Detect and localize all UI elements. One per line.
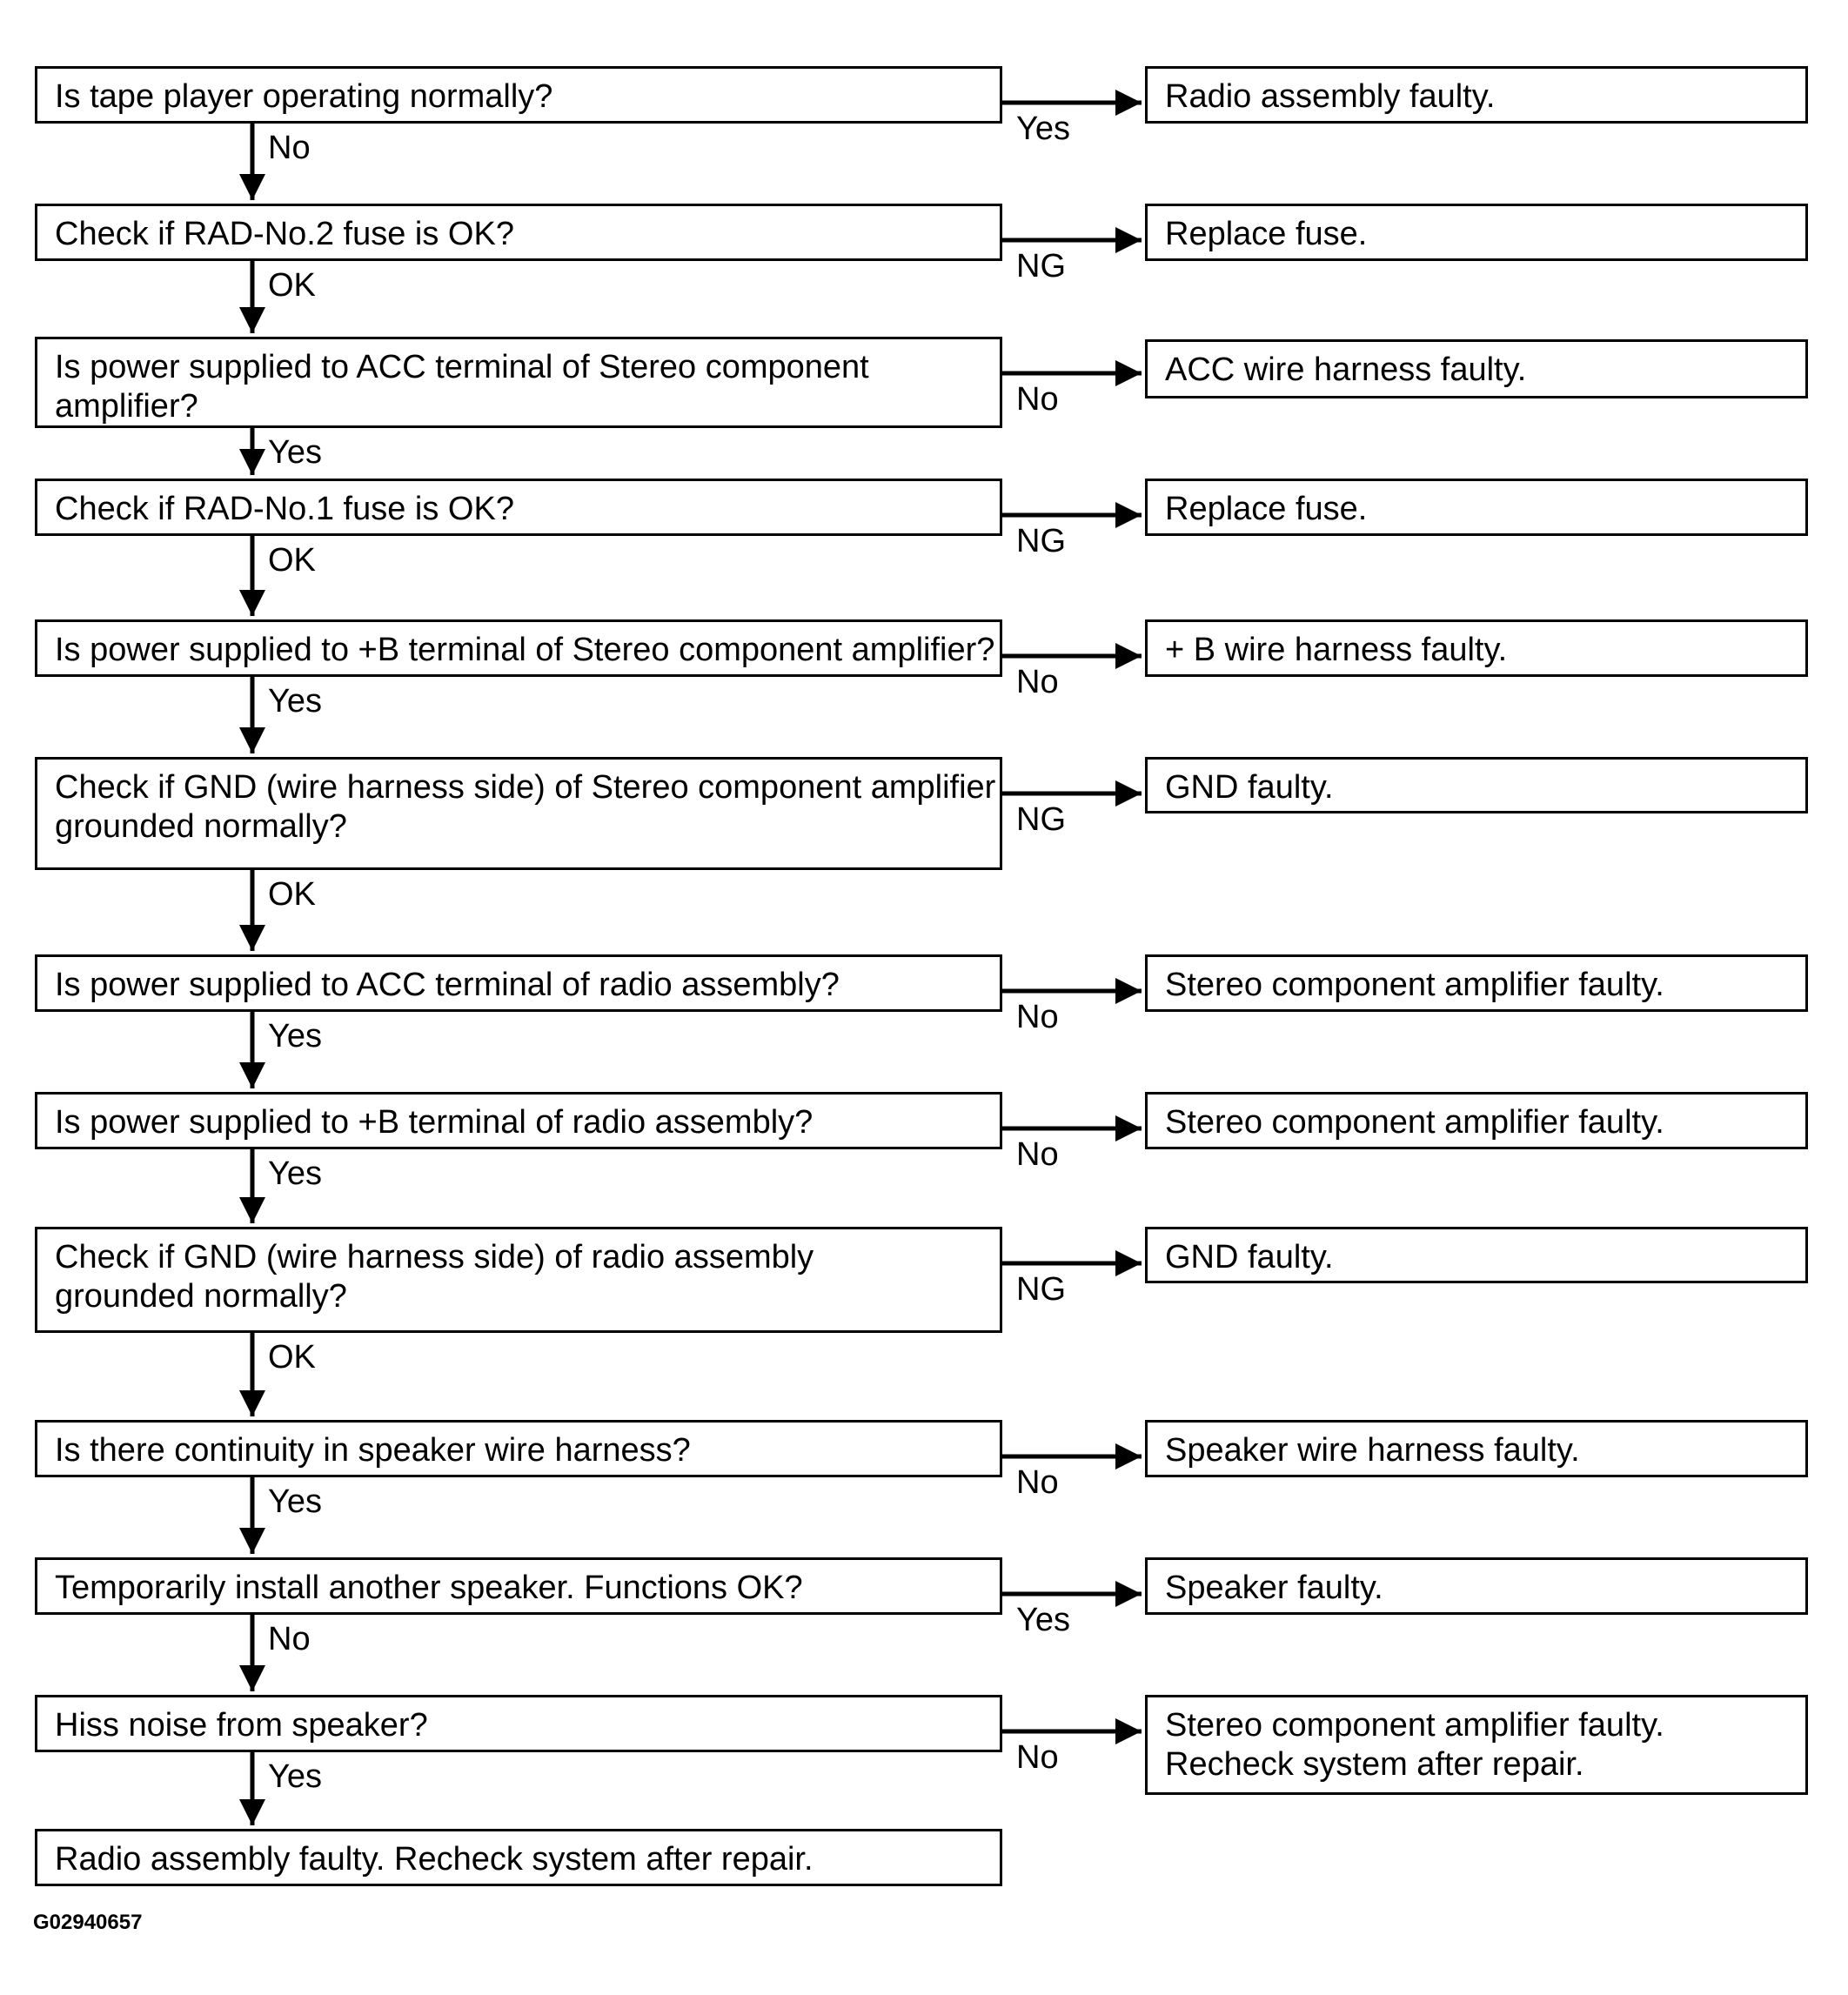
result-box <box>1145 954 1808 1012</box>
down-branch-label: No <box>268 130 311 166</box>
side-branch-label: No <box>1016 664 1059 700</box>
question-box <box>35 1695 1002 1752</box>
result-box-text: ACC wire harness faulty. <box>1165 351 1527 388</box>
result-box-text: Speaker faulty. <box>1165 1570 1383 1606</box>
result-box <box>1145 619 1808 677</box>
final-result-box <box>35 1829 1002 1886</box>
final-result-box-text: Radio assembly faulty. Recheck system after repair. <box>55 1841 814 1878</box>
question-box <box>35 1557 1002 1615</box>
result-box-text: GND faulty. <box>1165 1239 1334 1275</box>
question-box <box>35 66 1002 124</box>
question-box-text: Is tape player operating normally? <box>55 78 553 115</box>
result-box <box>1145 204 1808 261</box>
result-box-text: + B wire harness faulty. <box>1165 632 1508 668</box>
question-box-text: Is power supplied to +B terminal of Stereo component amplifier? <box>55 632 995 668</box>
question-box-text: Hiss noise from speaker? <box>55 1707 428 1744</box>
side-branch-label: NG <box>1016 248 1066 285</box>
side-branch-label: Yes <box>1016 110 1070 147</box>
result-box <box>1145 1227 1808 1283</box>
side-branch-label: NG <box>1016 1271 1066 1308</box>
result-box-text: Stereo component amplifier faulty. <box>1165 967 1664 1003</box>
result-box-text: GND faulty. <box>1165 769 1334 806</box>
result-box <box>1145 339 1808 398</box>
result-box-text: Radio assembly faulty. <box>1165 78 1496 115</box>
question-box <box>35 204 1002 261</box>
down-branch-label: Yes <box>268 1483 322 1520</box>
side-branch-label: No <box>1016 1739 1059 1776</box>
question-box <box>35 337 1002 428</box>
result-box <box>1145 1092 1808 1149</box>
figure-code: G02940657 <box>33 1911 143 1934</box>
down-branch-label: Yes <box>268 1155 322 1192</box>
question-box-text: Is power supplied to +B terminal of radio assembly? <box>55 1104 814 1141</box>
down-branch-label: No <box>268 1621 311 1657</box>
down-branch-label: Yes <box>268 683 322 720</box>
question-box-text: Check if GND (wire harness side) of radio assembly grounded normally? <box>55 1239 814 1315</box>
down-branch-label: Yes <box>268 1018 322 1054</box>
question-box-text: Is power supplied to ACC terminal of radio assembly? <box>55 967 840 1003</box>
question-box <box>35 1227 1002 1333</box>
question-box-text: Check if RAD-No.1 fuse is OK? <box>55 491 514 527</box>
side-branch-label: No <box>1016 1136 1059 1173</box>
question-box <box>35 954 1002 1012</box>
question-box-text: Check if RAD-No.2 fuse is OK? <box>55 216 514 252</box>
result-box <box>1145 66 1808 124</box>
result-box-text: Stereo component amplifier faulty. <box>1165 1104 1664 1141</box>
question-box <box>35 1420 1002 1477</box>
result-box-text: Replace fuse. <box>1165 216 1368 252</box>
side-branch-label: No <box>1016 381 1059 418</box>
down-branch-label: OK <box>268 1339 316 1376</box>
down-branch-label: OK <box>268 876 316 913</box>
side-branch-label: NG <box>1016 523 1066 559</box>
side-branch-label: No <box>1016 1464 1059 1501</box>
question-box-text: Check if GND (wire harness side) of Stereo component amplifier grounded normally? <box>55 769 996 845</box>
result-box <box>1145 479 1808 536</box>
side-branch-label: Yes <box>1016 1602 1070 1638</box>
question-box-text: Temporarily install another speaker. Functions OK? <box>55 1570 803 1606</box>
side-branch-label: NG <box>1016 801 1066 838</box>
result-box-text: Speaker wire harness faulty. <box>1165 1432 1580 1469</box>
result-box <box>1145 1420 1808 1477</box>
result-box <box>1145 1557 1808 1615</box>
question-box <box>35 619 1002 677</box>
result-box <box>1145 1695 1808 1795</box>
question-box <box>35 479 1002 536</box>
result-box <box>1145 757 1808 813</box>
question-box-text: Is there continuity in speaker wire harness? <box>55 1432 691 1469</box>
down-branch-label: OK <box>268 267 316 304</box>
question-box <box>35 1092 1002 1149</box>
result-box-text: Stereo component amplifier faulty. Recheck system after repair. <box>1165 1707 1664 1783</box>
question-box <box>35 757 1002 870</box>
result-box-text: Replace fuse. <box>1165 491 1368 527</box>
question-box-text: Is power supplied to ACC terminal of Stereo component amplifier? <box>55 349 869 425</box>
side-branch-label: No <box>1016 999 1059 1035</box>
down-branch-label: Yes <box>268 1758 322 1795</box>
down-branch-label: Yes <box>268 434 322 471</box>
down-branch-label: OK <box>268 542 316 579</box>
